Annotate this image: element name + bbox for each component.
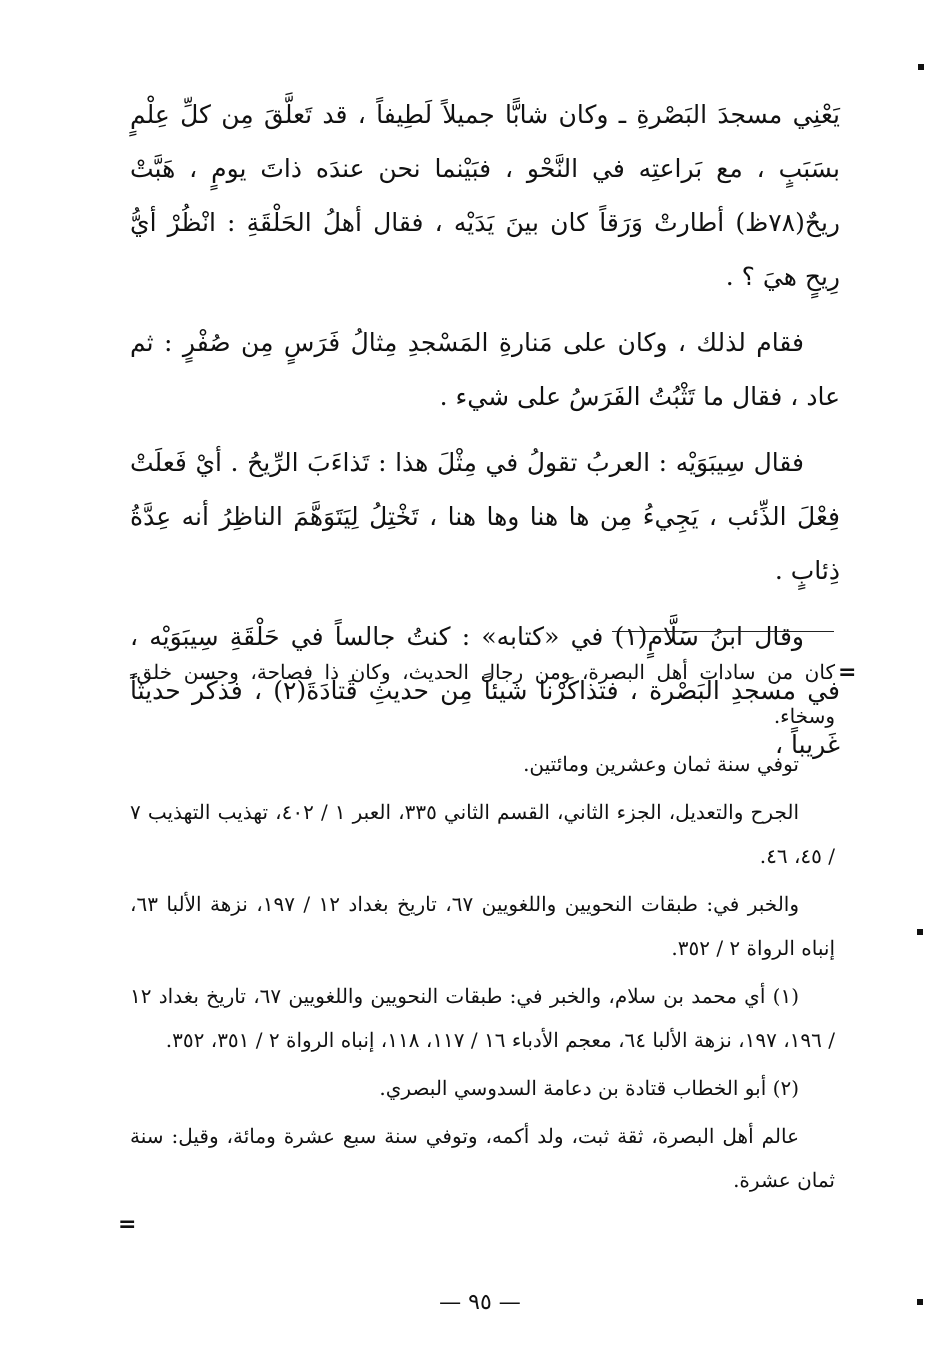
footnotes — [130, 650, 835, 1206]
footnote-1: (١) أي محمد بن سلام، والخبر في: طبقات النحويين واللغويين ٦٧، تاريخ بغداد ١٢ / ١٩٦، ١٩٧، نزهة الألبا ٦٤، معجم الأدباء ١٦ / ١١٧، ١١٨، إنباه الرواة ٢ / ٣٥١، ٣٥٢. — [130, 984, 835, 1052]
main-paragraph-1: يَعْنِي مسجدَ البَصْرةِ ـ وكان شابًّا جميلاً لَطِيفاً ، قد تَعلَّقَ مِن كلِّ عِلْمٍ بسَبَبٍ ، مع بَراعتِه في النَّحْو ، فبَيْنما نحن عندَه ذاتَ يومٍ ، هَبَّتْ ريحٌ(٧٨ظ) أطارتْ وَرَقاً كان بينَ يَدَيْه ، فقال أهلُ الحَلْقَةِ : انْظُرْ أيُّ رِيحٍ هيَ ؟ . — [130, 100, 840, 291]
footnote-separator — [612, 631, 834, 632]
footnote-continued-4: والخبر في: طبقات النحويين واللغويين ٦٧، تاريخ بغداد ١٢ / ١٩٧، نزهة الألبا ٦٣، إنباه الرواة ٢ / ٣٥٢. — [130, 892, 835, 960]
footnote-continued-1: كان من سادات أهل البصرة، ومن رجال الحديث، وكان ذا فصاحة، وحسن خلق، وسخاء. — [130, 660, 835, 728]
footnote-continued-3: الجرح والتعديل، الجزء الثاني، القسم الثاني ٣٣٥، العبر ١ / ٤٠٢، تهذيب التهذيب ٧ / ٤٥، ٤٦. — [130, 800, 835, 868]
main-paragraph-3: فقال سِيبَوَيْه : العربُ تقولُ في مِثْلَ هذا : تَذاءَبَ الرِّيحُ . أيْ فَعلَتْ فِعْلَ الذِّئب ، يَجِيءُ مِن ها هنا وها هنا ، تَخْتِلُ لِيَتَوَهَّمَ الناظِرُ أنه عِدَّةُ ذِئابٍ . — [130, 448, 840, 585]
scan-mark-bottom — [917, 1299, 923, 1305]
scan-mark-top — [918, 64, 924, 70]
continuation-mark-top: = — [838, 660, 857, 685]
footnote-continued-2: توفي سنة ثمان وعشرين ومائتين. — [523, 752, 799, 776]
main-paragraph-4: وقال ابنُ سَلَّامٍ(١) في «كتابه» : كنتُ جالساً في حَلْقَةِ سِيبَوَيْه ، في مسجدِ البَصْرة ، فتذاكَرْنا شيئاً مِن حديثِ قَتادَةَ(٢) ، فذكَر حديثاً غَريباً ، — [130, 622, 840, 759]
page-number: — ٩٥ — — [439, 1290, 521, 1315]
footnote-2-continued: عالم أهل البصرة، ثقة ثبت، ولد أكمه، وتوفي سنة سبع عشرة ومائة، وقيل: سنة ثمان عشرة. — [130, 1124, 835, 1192]
main-paragraph-2: فقام لذلك ، وكان على مَنارةِ المَسْجدِ مِثالُ فَرَسٍ مِن صُفْرٍ : ثم عاد ، فقال ما تَثْبُتُ الفَرَسُ على شيء . — [130, 328, 840, 411]
footnote-2: (٢) أبو الخطاب قتادة بن دعامة السدوسي البصري. — [379, 1076, 799, 1100]
scan-mark-middle — [917, 929, 923, 935]
continuation-mark-bottom: = — [118, 1212, 137, 1237]
